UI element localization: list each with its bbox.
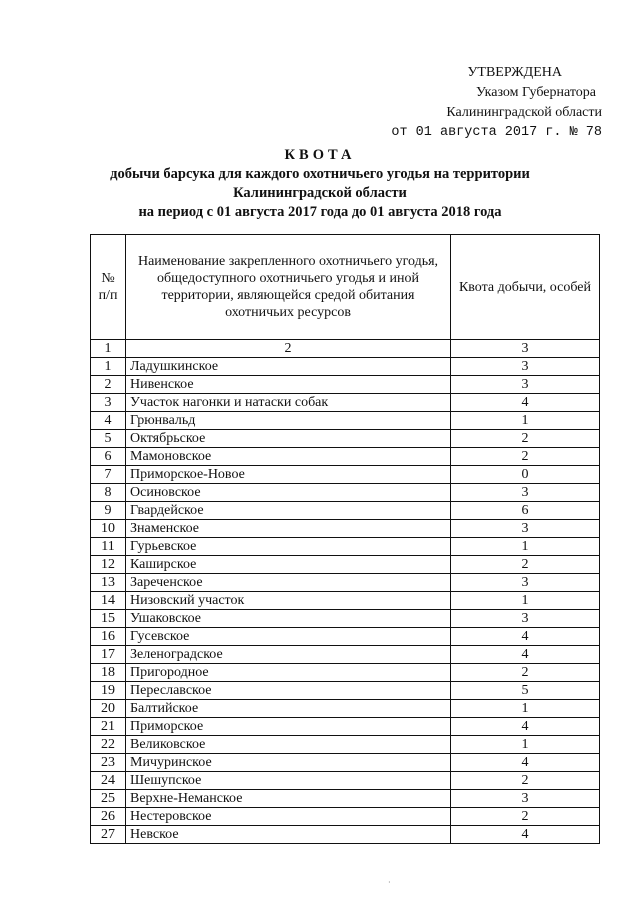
row-quota: 2 <box>451 664 600 682</box>
row-name: Осиновское <box>126 484 451 502</box>
row-quota: 0 <box>451 466 600 484</box>
row-name: Мичуринское <box>126 754 451 772</box>
table-row <box>91 826 600 844</box>
row-quota: 1 <box>451 592 600 610</box>
quota-table <box>90 234 600 844</box>
table-row <box>91 664 600 682</box>
document-title <box>0 146 640 222</box>
table-row <box>91 610 600 628</box>
row-number: 12 <box>91 556 126 574</box>
row-quota: 2 <box>451 808 600 826</box>
table-row <box>91 358 600 376</box>
row-name: Мамоновское <box>126 448 451 466</box>
row-name: Ладушкинское <box>126 358 451 376</box>
row-quota: 3 <box>451 610 600 628</box>
table-row <box>91 700 600 718</box>
row-quota: 4 <box>451 628 600 646</box>
table-row <box>91 574 600 592</box>
approval-block <box>342 63 602 143</box>
table-row <box>91 556 600 574</box>
row-name: Невское <box>126 826 451 844</box>
row-number: 10 <box>91 520 126 538</box>
table-row <box>91 502 600 520</box>
row-name: Грюнвальд <box>126 412 451 430</box>
row-name: Балтийское <box>126 700 451 718</box>
row-number: 27 <box>91 826 126 844</box>
row-quota: 1 <box>451 700 600 718</box>
row-name: Ушаковское <box>126 610 451 628</box>
row-quota: 4 <box>451 394 600 412</box>
row-number: 15 <box>91 610 126 628</box>
table-row <box>91 376 600 394</box>
row-number: 26 <box>91 808 126 826</box>
row-name: Зареченское <box>126 574 451 592</box>
header-quota: Квота добычи, особей <box>451 235 600 340</box>
row-number: 2 <box>91 376 126 394</box>
table-row <box>91 808 600 826</box>
table-row <box>91 592 600 610</box>
row-number: 6 <box>91 448 126 466</box>
row-number: 8 <box>91 484 126 502</box>
row-number: 17 <box>91 646 126 664</box>
row-name: Шешупское <box>126 772 451 790</box>
scan-speck: · <box>388 878 391 887</box>
row-name: Каширское <box>126 556 451 574</box>
row-quota: 2 <box>451 448 600 466</box>
row-quota: 4 <box>451 754 600 772</box>
row-name: Октябрьское <box>126 430 451 448</box>
row-number: 18 <box>91 664 126 682</box>
row-name: Гвардейское <box>126 502 451 520</box>
title-subject: добычи барсука для каждого охотничьего угодья на территории <box>110 166 530 182</box>
row-quota: 3 <box>451 376 600 394</box>
row-number: 7 <box>91 466 126 484</box>
row-number: 21 <box>91 718 126 736</box>
table-row <box>91 682 600 700</box>
table-row <box>91 736 600 754</box>
row-quota: 3 <box>451 790 600 808</box>
row-name: Нестеровское <box>126 808 451 826</box>
row-quota: 1 <box>451 538 600 556</box>
row-name: Участок нагонки и натаски собак <box>126 394 451 412</box>
row-name: Приморское <box>126 718 451 736</box>
row-quota: 6 <box>451 502 600 520</box>
row-quota: 4 <box>451 826 600 844</box>
column-number: 2 <box>126 340 451 358</box>
approval-title: УТВЕРЖДЕНА <box>467 65 562 80</box>
row-quota: 3 <box>451 520 600 538</box>
row-number: 20 <box>91 700 126 718</box>
row-quota: 3 <box>451 574 600 592</box>
row-quota: 2 <box>451 556 600 574</box>
row-quota: 1 <box>451 736 600 754</box>
row-quota: 4 <box>451 718 600 736</box>
title-region: Калининградской области <box>233 185 407 201</box>
table-row <box>91 718 600 736</box>
row-number: 24 <box>91 772 126 790</box>
row-number: 9 <box>91 502 126 520</box>
column-number-row <box>91 340 600 358</box>
row-name: Гусевское <box>126 628 451 646</box>
row-number: 16 <box>91 628 126 646</box>
approval-issuer: Указом Губернатора <box>475 85 596 100</box>
table-row <box>91 628 600 646</box>
approval-region: Калининградской области <box>446 105 602 120</box>
row-name: Нивенское <box>126 376 451 394</box>
table-row <box>91 772 600 790</box>
row-number: 23 <box>91 754 126 772</box>
row-quota: 2 <box>451 430 600 448</box>
row-name: Переславское <box>126 682 451 700</box>
row-number: 22 <box>91 736 126 754</box>
row-number: 3 <box>91 394 126 412</box>
row-name: Верхне-Неманское <box>126 790 451 808</box>
row-quota: 3 <box>451 484 600 502</box>
row-name: Знаменское <box>126 520 451 538</box>
table-row <box>91 412 600 430</box>
title-period: на период с 01 августа 2017 года до 01 августа 2018 года <box>138 204 502 220</box>
row-quota: 3 <box>451 358 600 376</box>
header-num: № п/п <box>91 235 126 340</box>
table-row <box>91 394 600 412</box>
title-heading: КВОТА <box>284 147 356 163</box>
table-row <box>91 484 600 502</box>
table-row <box>91 754 600 772</box>
row-name: Пригородное <box>126 664 451 682</box>
table-row <box>91 646 600 664</box>
row-number: 14 <box>91 592 126 610</box>
row-number: 13 <box>91 574 126 592</box>
row-quota: 2 <box>451 772 600 790</box>
row-number: 4 <box>91 412 126 430</box>
table-row <box>91 430 600 448</box>
row-name: Гурьевское <box>126 538 451 556</box>
row-quota: 5 <box>451 682 600 700</box>
row-number: 11 <box>91 538 126 556</box>
row-name: Приморское-Новое <box>126 466 451 484</box>
row-number: 25 <box>91 790 126 808</box>
row-name: Низовский участок <box>126 592 451 610</box>
row-name: Великовское <box>126 736 451 754</box>
row-number: 5 <box>91 430 126 448</box>
table-row <box>91 466 600 484</box>
approval-date: от 01 августа 2017 г. № 78 <box>391 125 602 140</box>
header-name: Наименование закрепленного охотничьего угодья, общедоступного охотничьего угодья и иной территории, являющейся средой обитания охотничьих ресурсов <box>126 235 451 340</box>
table-row <box>91 790 600 808</box>
table-row <box>91 448 600 466</box>
column-number: 1 <box>91 340 126 358</box>
table-row <box>91 538 600 556</box>
row-number: 1 <box>91 358 126 376</box>
row-number: 19 <box>91 682 126 700</box>
table-header-row <box>91 235 600 340</box>
row-quota: 4 <box>451 646 600 664</box>
column-number: 3 <box>451 340 600 358</box>
row-name: Зеленоградское <box>126 646 451 664</box>
table-row <box>91 520 600 538</box>
row-quota: 1 <box>451 412 600 430</box>
